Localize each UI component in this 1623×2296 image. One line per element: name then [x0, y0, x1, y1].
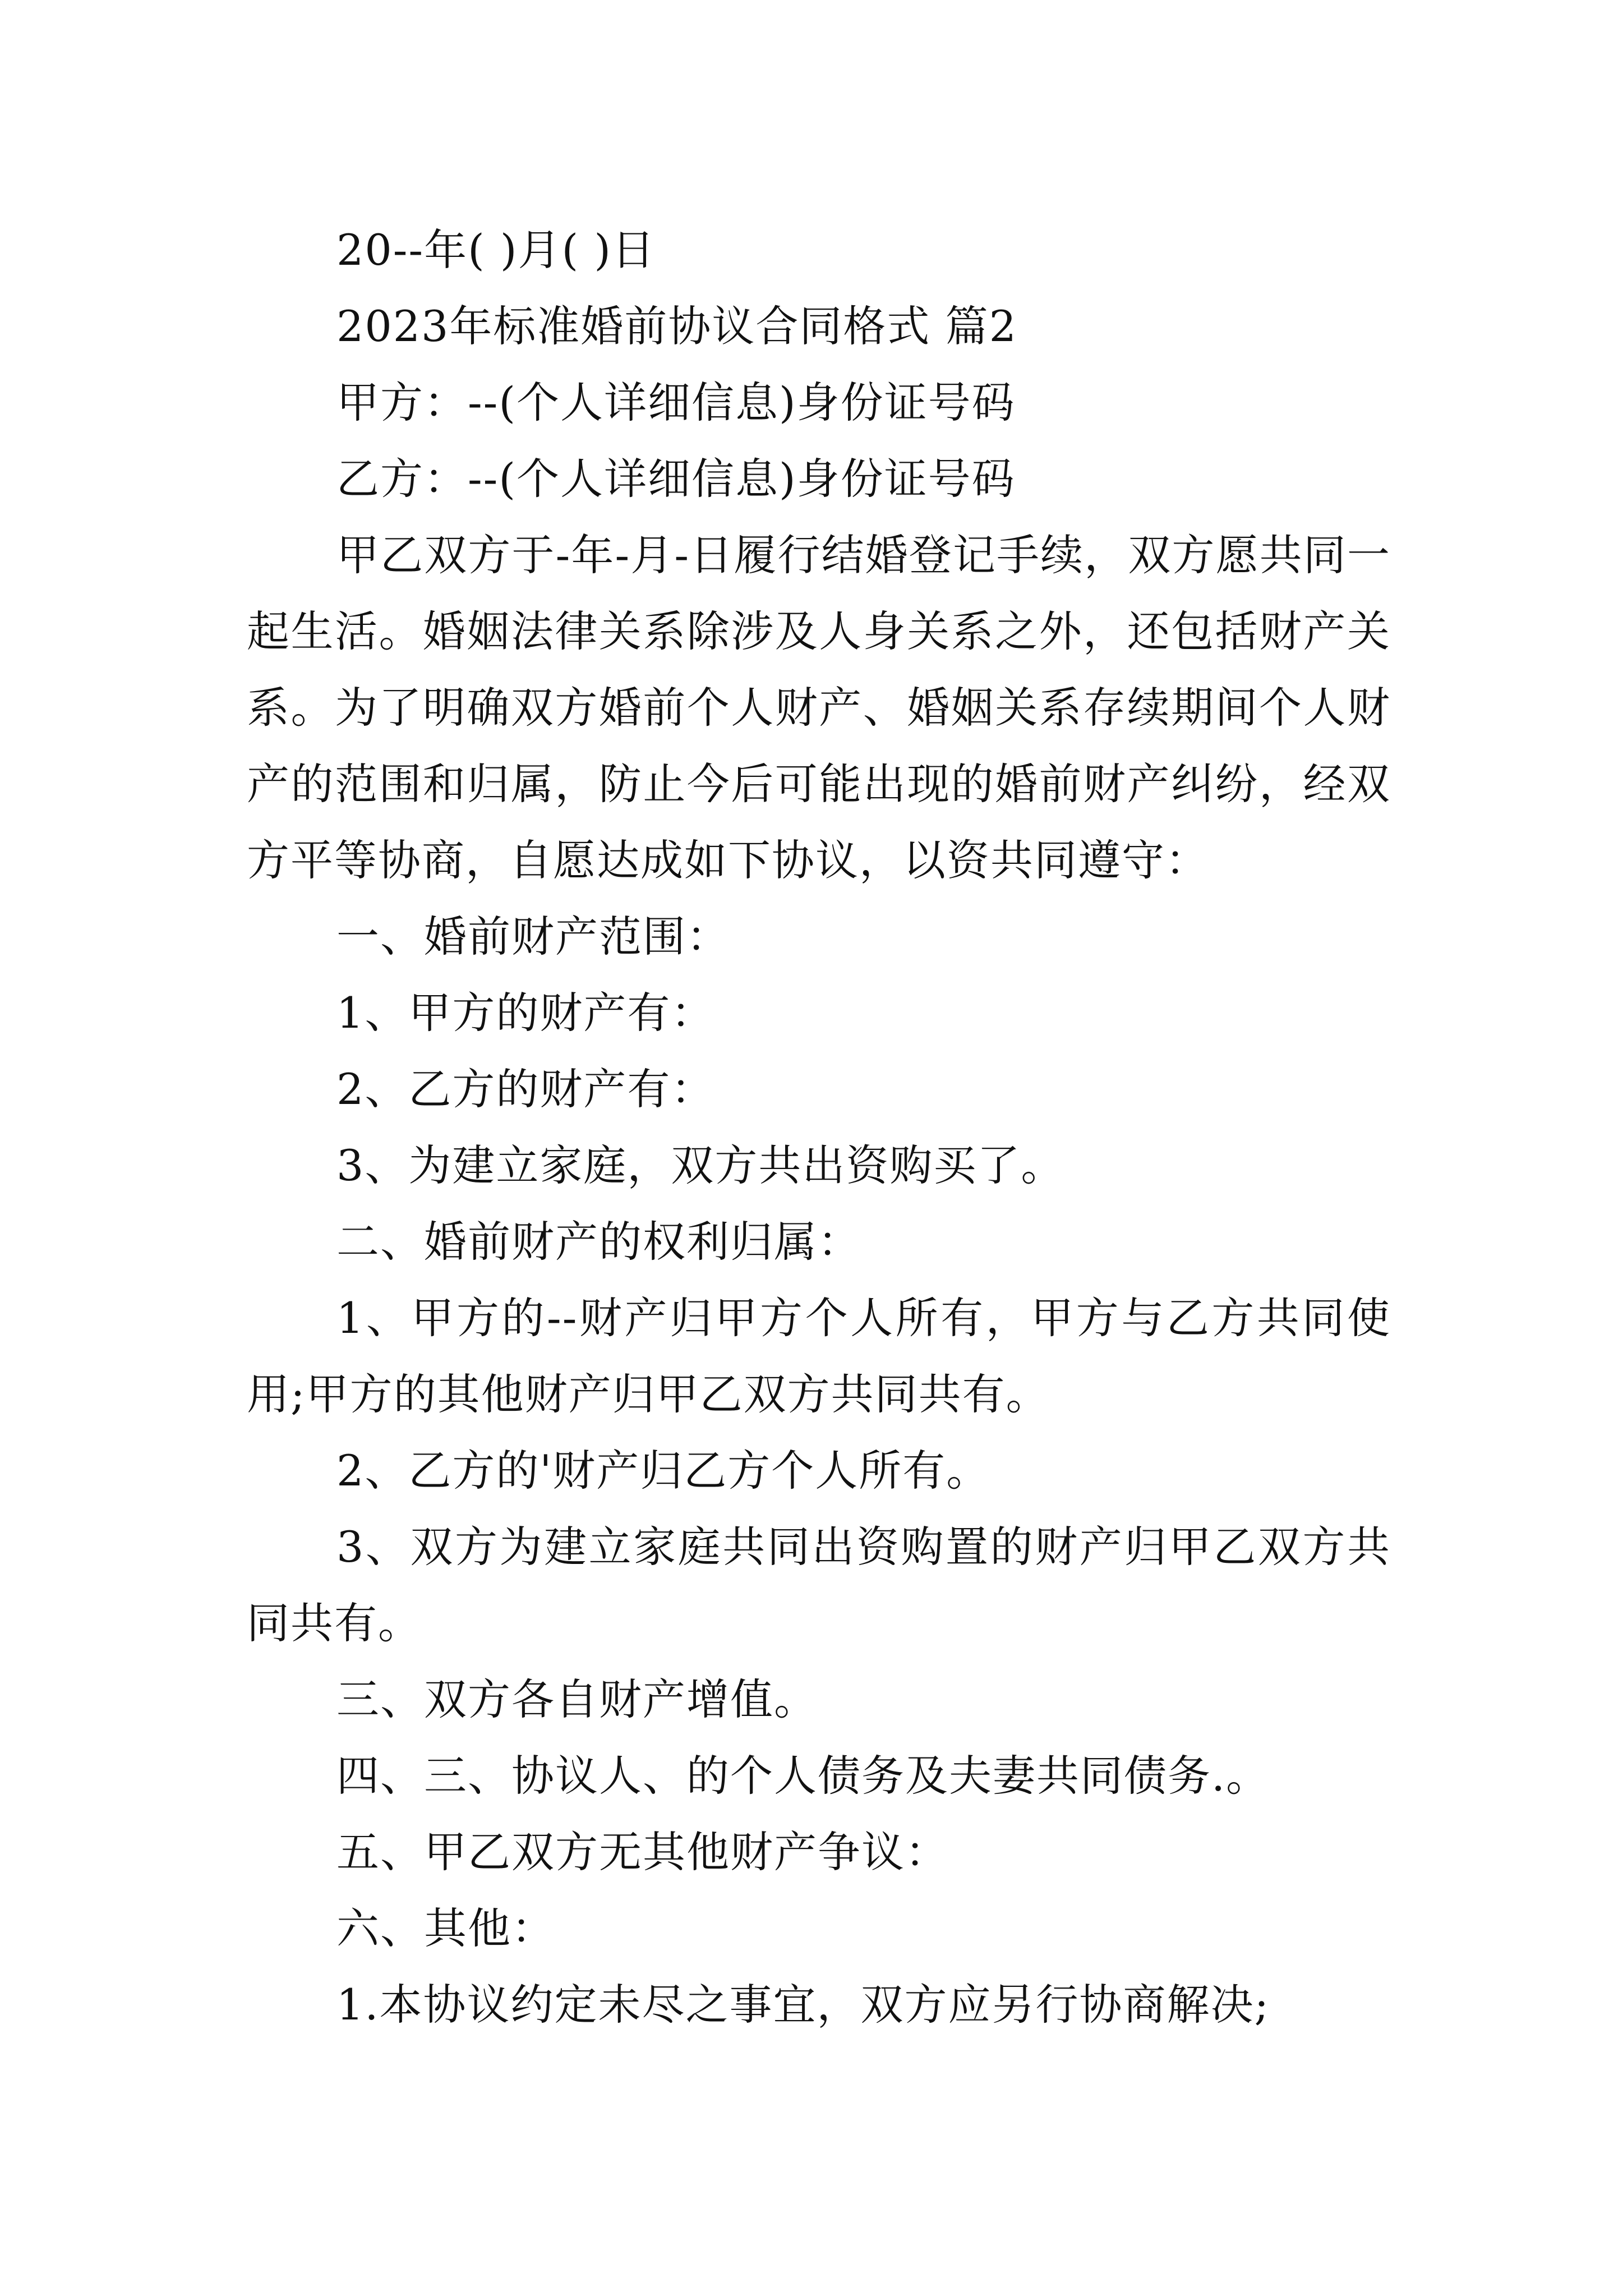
clause-6-1: 1.本协议约定未尽之事宜，双方应另行协商解决;: [336, 1980, 1270, 2030]
section-heading-5: 五、甲乙双方无其他财产争议：: [336, 1827, 949, 1877]
clause-1-2: 2、乙方的财产有：: [336, 1064, 715, 1114]
party-b-line: 乙方：--(个人详细信息)身份证号码: [336, 454, 1016, 504]
clause-2-2: 2、乙方的'财产归乙方个人所有。: [336, 1446, 990, 1496]
clause-1-3: 3、为建立家庭，双方共出资购买了。: [336, 1140, 1065, 1190]
party-a-line: 甲方：--(个人详细信息)身份证号码: [336, 378, 1016, 427]
clause-1-1: 1、甲方的财产有：: [336, 988, 715, 1038]
clause-2-3: 3、双方为建立家庭共同出资购置的财产归甲乙双方共同共有。: [247, 1522, 1391, 1648]
clause-2-1: 1、甲方的--财产归甲方个人所有，甲方与乙方共同使用;甲方的其他财产归甲乙双方共同共有。: [247, 1293, 1391, 1419]
document-body: [247, 212, 1391, 2043]
section-heading-6: 六、其他：: [336, 1903, 555, 1953]
section-heading-4: 四、三、协议人、的个人债务及夫妻共同债务.。: [336, 1751, 1270, 1801]
section-heading-2: 二、婚前财产的权利归属：: [336, 1217, 861, 1267]
preamble-paragraph: 甲乙双方于-年-月-日履行结婚登记手续，双方愿共同一起生活。婚姻法律关系除涉及人身关系之外，还包括财产关系。为了明确双方婚前个人财产、婚姻关系存续期间个人财产的范围和归属，防止今后可能出现的婚前财产纠纷，经双方平等协商，自愿达成如下协议，以资共同遵守：: [247, 530, 1391, 885]
section-heading-1: 一、婚前财产范围：: [336, 912, 730, 961]
document-title: 2023年标准婚前协议合同格式 篇2: [336, 301, 1017, 351]
date-line: 20--年( )月( )日: [336, 225, 656, 275]
section-heading-3: 三、双方各自财产增值。: [336, 1674, 818, 1724]
